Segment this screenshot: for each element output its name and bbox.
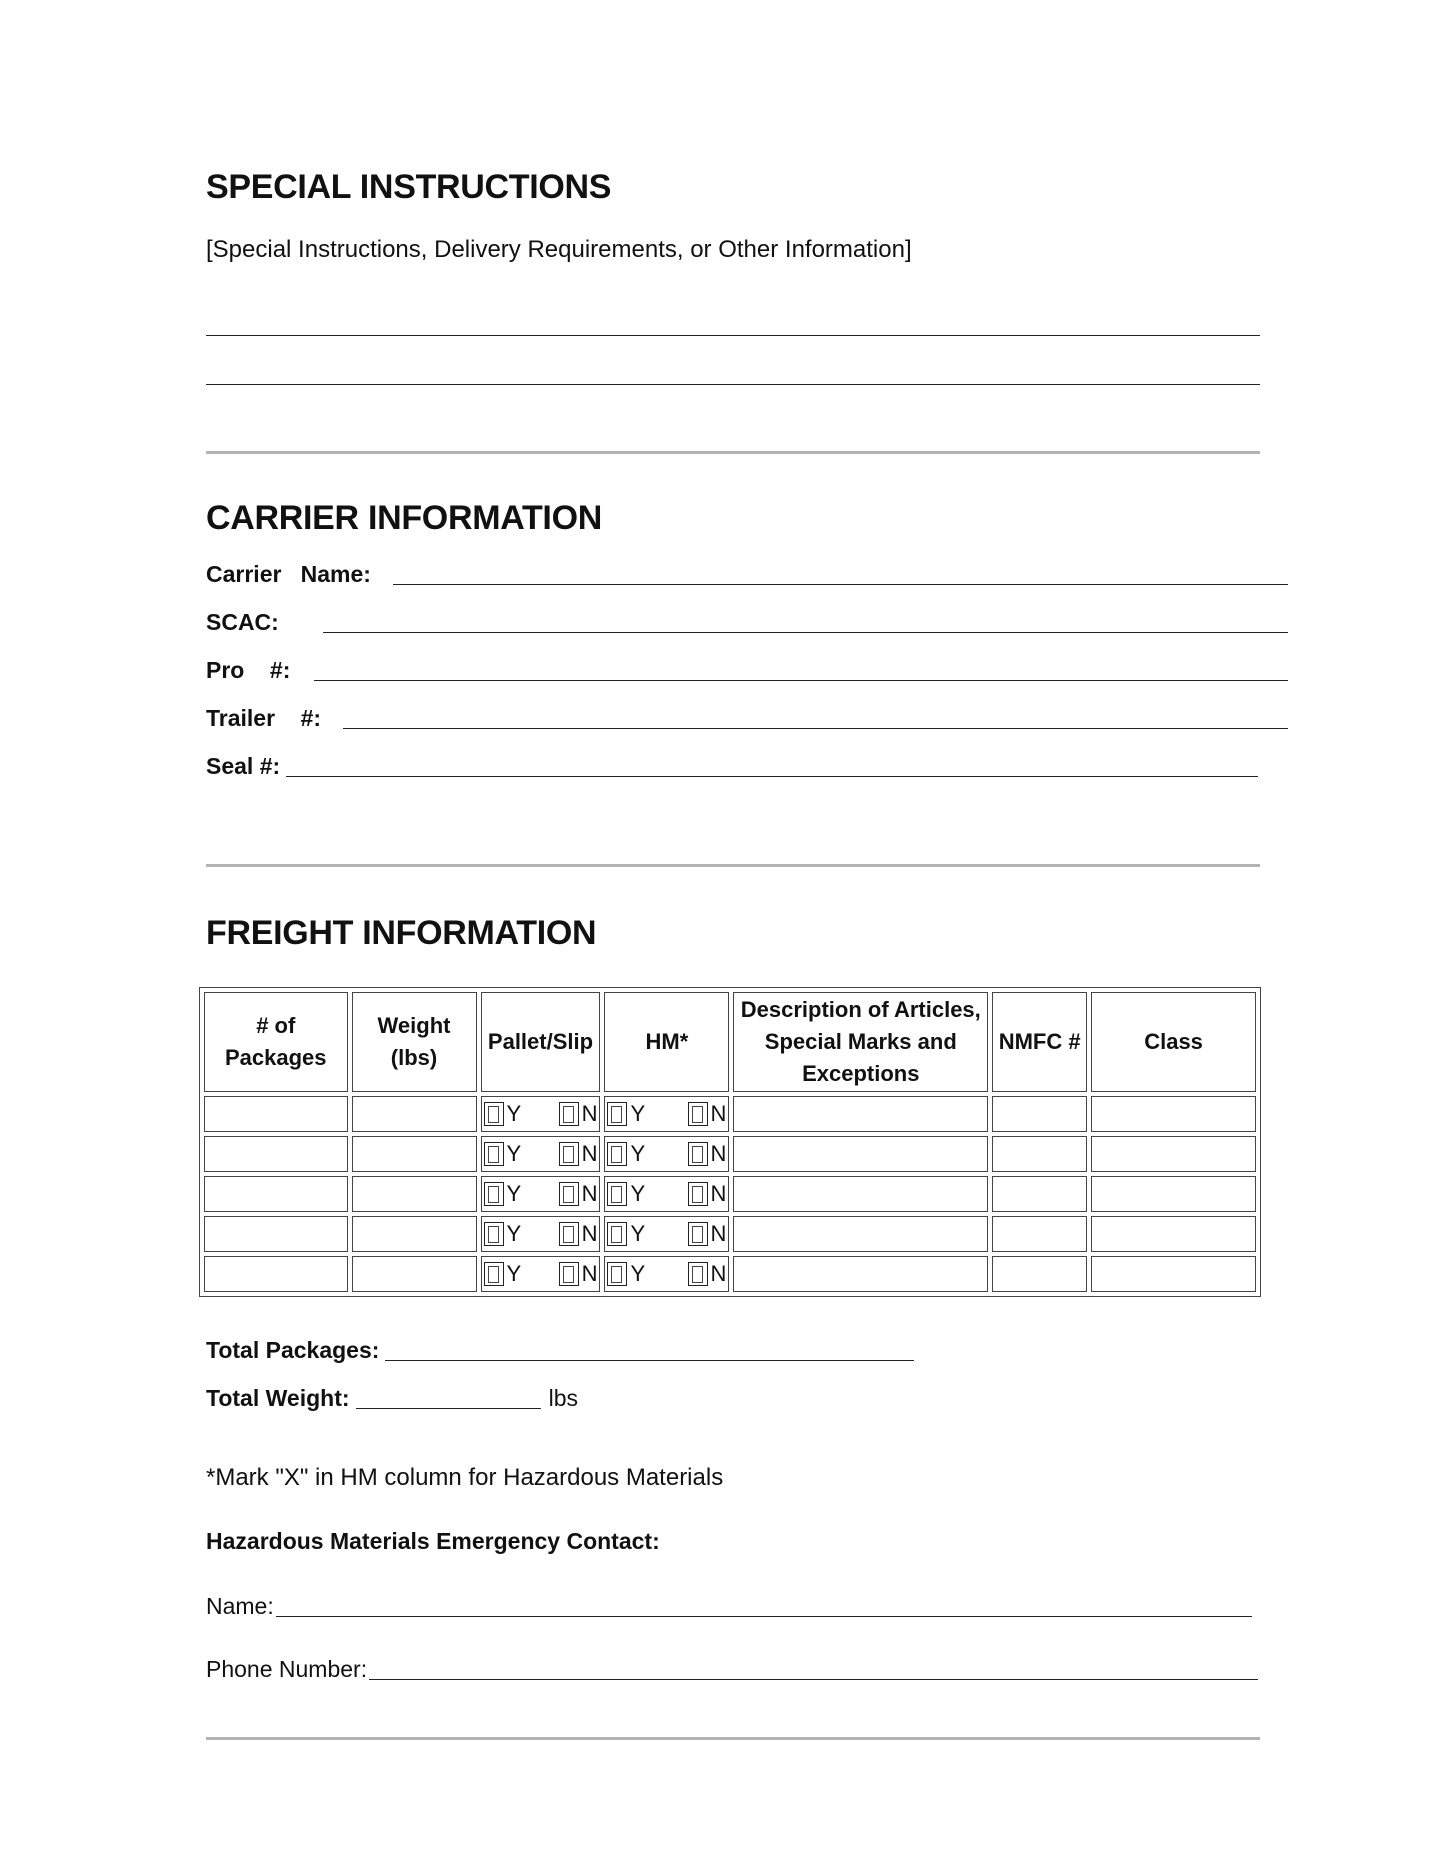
section-divider (206, 1737, 1260, 1740)
packages-cell[interactable] (204, 1136, 348, 1172)
pro-number-label: Pro #: (206, 657, 291, 683)
emergency-name-field[interactable] (206, 1590, 1252, 1620)
pallet-slip-no-option[interactable] (559, 1101, 598, 1127)
total-packages-label: Total Packages: (206, 1337, 380, 1363)
class-cell[interactable] (1091, 1176, 1256, 1212)
table-row (204, 1096, 1256, 1132)
checkbox-icon[interactable] (484, 1262, 504, 1286)
total-packages-field[interactable] (206, 1334, 914, 1364)
nmfc-cell[interactable] (992, 1176, 1087, 1212)
pallet-slip-no-option[interactable] (559, 1141, 598, 1167)
emergency-name-label: Name: (206, 1593, 274, 1619)
pallet-slip-no-option[interactable] (559, 1181, 598, 1207)
hm-yes-option[interactable] (607, 1221, 645, 1247)
checkbox-icon[interactable] (484, 1182, 504, 1206)
checkbox-icon[interactable] (688, 1142, 708, 1166)
hm-cell (604, 1136, 729, 1172)
emergency-phone-label: Phone Number: (206, 1656, 368, 1682)
freight-information-heading: FREIGHT INFORMATION (206, 914, 597, 952)
col-nmfc-header: NMFC # (992, 992, 1087, 1092)
checkbox-icon[interactable] (688, 1182, 708, 1206)
pallet-slip-yes-label: Y (506, 1221, 522, 1246)
hm-no-label: N (710, 1181, 727, 1206)
pallet-slip-yes-option[interactable] (484, 1181, 522, 1207)
checkbox-icon[interactable] (559, 1102, 579, 1126)
class-cell[interactable] (1091, 1096, 1256, 1132)
total-weight-unit: lbs (548, 1385, 578, 1411)
scac-field[interactable] (206, 606, 1288, 636)
special-instructions-placeholder[interactable]: [Special Instructions, Delivery Requirements, or Other Information] (206, 236, 912, 263)
pallet-slip-cell (481, 1216, 601, 1252)
hm-yes-label: Y (630, 1221, 646, 1246)
hm-no-label: N (710, 1141, 727, 1166)
description-cell[interactable] (733, 1216, 988, 1252)
description-cell[interactable] (733, 1256, 988, 1292)
total-weight-field[interactable] (206, 1382, 578, 1412)
checkbox-icon[interactable] (688, 1222, 708, 1246)
packages-cell[interactable] (204, 1096, 348, 1132)
col-description-header: Description of Articles, Special Marks and Exceptions (733, 992, 988, 1092)
checkbox-icon[interactable] (559, 1142, 579, 1166)
special-instructions-line-2[interactable] (206, 384, 1260, 385)
pallet-slip-cell (481, 1256, 601, 1292)
weight-cell[interactable] (352, 1136, 477, 1172)
pallet-slip-yes-option[interactable] (484, 1101, 522, 1127)
pallet-slip-cell (481, 1176, 601, 1212)
checkbox-icon[interactable] (688, 1262, 708, 1286)
pallet-slip-yes-option[interactable] (484, 1261, 522, 1287)
freight-table (199, 987, 1261, 1297)
hm-yes-label: Y (630, 1181, 646, 1206)
hm-yes-option[interactable] (607, 1141, 645, 1167)
col-weight-header: Weight (lbs) (352, 992, 477, 1092)
pallet-slip-no-label: N (581, 1101, 598, 1126)
table-row (204, 1216, 1256, 1252)
packages-cell[interactable] (204, 1216, 348, 1252)
nmfc-cell[interactable] (992, 1096, 1087, 1132)
hm-yes-option[interactable] (607, 1101, 645, 1127)
class-cell[interactable] (1091, 1136, 1256, 1172)
checkbox-icon[interactable] (559, 1222, 579, 1246)
hm-yes-label: Y (630, 1141, 646, 1166)
pallet-slip-cell (481, 1096, 601, 1132)
weight-cell[interactable] (352, 1216, 477, 1252)
carrier-name-field[interactable] (206, 558, 1288, 588)
pro-number-field[interactable] (206, 654, 1288, 684)
col-class-header: Class (1091, 992, 1256, 1092)
pallet-slip-yes-option[interactable] (484, 1141, 522, 1167)
trailer-number-field[interactable] (206, 702, 1288, 732)
hm-yes-label: Y (630, 1261, 646, 1286)
checkbox-icon[interactable] (607, 1102, 627, 1126)
hm-yes-label: Y (630, 1101, 646, 1126)
table-header-row (204, 992, 1256, 1092)
hm-cell (604, 1256, 729, 1292)
table-row (204, 1136, 1256, 1172)
pallet-slip-no-option[interactable] (559, 1221, 598, 1247)
pallet-slip-no-label: N (581, 1221, 598, 1246)
checkbox-icon[interactable] (559, 1182, 579, 1206)
special-instructions-line-1[interactable] (206, 335, 1260, 336)
hm-no-option[interactable] (688, 1141, 727, 1167)
section-divider (206, 451, 1260, 454)
carrier-name-label: Carrier Name: (206, 561, 371, 587)
col-hm-header: HM* (604, 992, 729, 1092)
seal-number-label: Seal #: (206, 753, 281, 779)
class-cell[interactable] (1091, 1256, 1256, 1292)
pallet-slip-no-label: N (581, 1261, 598, 1286)
hm-yes-option[interactable] (607, 1181, 645, 1207)
pallet-slip-yes-label: Y (506, 1101, 522, 1126)
weight-cell[interactable] (352, 1256, 477, 1292)
scac-label: SCAC: (206, 609, 279, 635)
col-packages-header: # of Packages (204, 992, 348, 1092)
hm-no-option[interactable] (688, 1221, 727, 1247)
seal-number-field[interactable] (206, 750, 1258, 780)
checkbox-icon[interactable] (607, 1142, 627, 1166)
total-weight-label: Total Weight: (206, 1385, 350, 1411)
hm-cell (604, 1216, 729, 1252)
col-pallet-slip-header: Pallet/Slip (481, 992, 601, 1092)
nmfc-cell[interactable] (992, 1136, 1087, 1172)
table-row (204, 1256, 1256, 1292)
class-cell[interactable] (1091, 1216, 1256, 1252)
hm-cell (604, 1176, 729, 1212)
description-cell[interactable] (733, 1136, 988, 1172)
hm-no-label: N (710, 1261, 727, 1286)
description-cell[interactable] (733, 1176, 988, 1212)
special-instructions-heading: SPECIAL INSTRUCTIONS (206, 168, 612, 206)
hazmat-emergency-heading: Hazardous Materials Emergency Contact: (206, 1528, 660, 1554)
pallet-slip-yes-label: Y (506, 1261, 522, 1286)
weight-cell[interactable] (352, 1096, 477, 1132)
pallet-slip-no-option[interactable] (559, 1261, 598, 1287)
checkbox-icon[interactable] (688, 1102, 708, 1126)
carrier-information-heading: CARRIER INFORMATION (206, 499, 602, 537)
checkbox-icon[interactable] (607, 1262, 627, 1286)
nmfc-cell[interactable] (992, 1216, 1087, 1252)
pallet-slip-yes-label: Y (506, 1181, 522, 1206)
pallet-slip-yes-option[interactable] (484, 1221, 522, 1247)
packages-cell[interactable] (204, 1176, 348, 1212)
pallet-slip-no-label: N (581, 1141, 598, 1166)
pallet-slip-yes-label: Y (506, 1141, 522, 1166)
hazmat-note: *Mark "X" in HM column for Hazardous Materials (206, 1464, 724, 1491)
section-divider (206, 864, 1260, 867)
hm-no-option[interactable] (688, 1101, 727, 1127)
hm-no-option[interactable] (688, 1181, 727, 1207)
checkbox-icon[interactable] (484, 1102, 504, 1126)
hm-cell (604, 1096, 729, 1132)
checkbox-icon[interactable] (484, 1142, 504, 1166)
pallet-slip-no-label: N (581, 1181, 598, 1206)
hm-no-label: N (710, 1221, 727, 1246)
trailer-number-label: Trailer #: (206, 705, 322, 731)
checkbox-icon[interactable] (607, 1222, 627, 1246)
hm-no-option[interactable] (688, 1261, 727, 1287)
hm-yes-option[interactable] (607, 1261, 645, 1287)
checkbox-icon[interactable] (607, 1182, 627, 1206)
table-row (204, 1176, 1256, 1212)
description-cell[interactable] (733, 1096, 988, 1132)
pallet-slip-cell (481, 1136, 601, 1172)
hm-no-label: N (710, 1101, 727, 1126)
weight-cell[interactable] (352, 1176, 477, 1212)
checkbox-icon[interactable] (559, 1262, 579, 1286)
emergency-phone-field[interactable] (206, 1653, 1258, 1683)
checkbox-icon[interactable] (484, 1222, 504, 1246)
nmfc-cell[interactable] (992, 1256, 1087, 1292)
packages-cell[interactable] (204, 1256, 348, 1292)
